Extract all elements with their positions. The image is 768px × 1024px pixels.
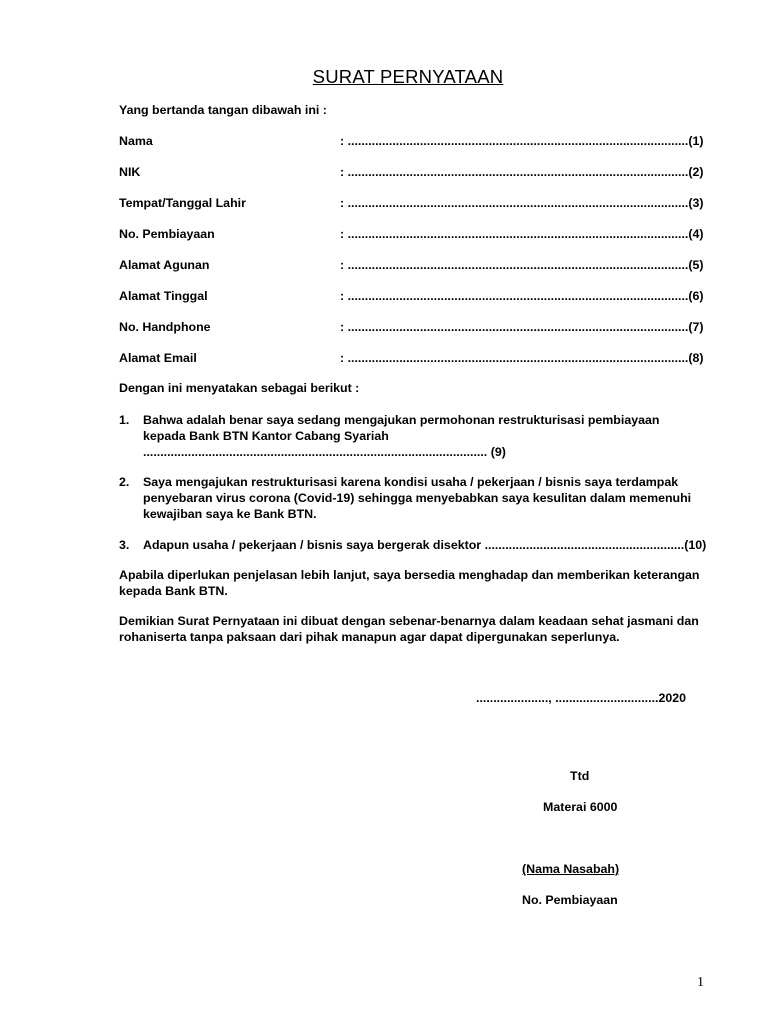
item-number: 1. <box>119 413 130 427</box>
field-label-alamat-email: Alamat Email <box>119 351 197 365</box>
item-1-line-2: kepada Bank BTN Kantor Cabang Syariah <box>143 429 389 443</box>
item-1-line-1: Bahwa adalah benar saya sedang mengajukan permohonan restrukturisasi pembiayaan <box>143 413 660 427</box>
place-date-line: ....................., ..............................2020 <box>476 691 687 705</box>
item-2-line-2: penyebaran virus corona (Covid-19) sehingga menyebabkan saya kesulitan dalam memenuhi <box>143 491 692 505</box>
field-blank-no-pembiayaan: : ...................................................................................................(4) <box>340 227 704 241</box>
signatory-name: (Nama Nasabah) <box>522 862 620 876</box>
item-2-line-1: Saya mengajukan restrukturisasi karena kondisi usaha / pekerjaan / bisnis saya terdampak <box>143 475 679 489</box>
field-label-no-pembiayaan: No. Pembiayaan <box>119 227 215 241</box>
paragraph-closing: Demikian Surat Pernyataan ini dibuat dengan sebenar-benarnya dalam keadaan sehat jasmani dan rohaniserta tanpa paksaan dari pihak manapun agar dapat dipergunakan seperlunya. <box>119 614 699 644</box>
field-blank-alamat-tinggal: : ...................................................................................................(6) <box>340 289 704 303</box>
item-3-line-1: Adapun usaha / pekerjaan / bisnis saya bergerak disektor ..........................................................(10) <box>143 538 707 552</box>
field-label-nama: Nama <box>119 134 153 148</box>
paragraph-clarification: Apabila diperlukan penjelasan lebih lanjut, saya bersedia menghadap dan memberikan keterangan kepada Bank BTN. <box>119 568 700 598</box>
declaration-intro: Dengan ini menyatakan sebagai berikut : <box>119 381 360 395</box>
ttd-label: Ttd <box>570 769 590 783</box>
field-blank-alamat-email: : ...................................................................................................(8) <box>340 351 704 365</box>
field-label-tempat-tanggal-lahir: Tempat/Tanggal Lahir <box>119 196 246 210</box>
intro-text: Yang bertanda tangan dibawah ini : <box>119 103 327 117</box>
field-label-alamat-agunan: Alamat Agunan <box>119 258 210 272</box>
materai-label: Materai 6000 <box>543 800 618 814</box>
field-blank-alamat-agunan: : ...................................................................................................(5) <box>340 258 704 272</box>
field-label-nik: NIK <box>119 165 141 179</box>
field-blank-nama: : ...................................................................................................(1) <box>340 134 704 148</box>
field-label-no-handphone: No. Handphone <box>119 320 211 334</box>
signatory-id-label: No. Pembiayaan <box>522 893 618 907</box>
field-blank-nik: : ...................................................................................................(2) <box>340 165 704 179</box>
item-number: 3. <box>119 538 130 552</box>
field-blank-no-handphone: : ...................................................................................................(7) <box>340 320 704 334</box>
item-number: 2. <box>119 475 130 489</box>
item-2-line-3: kewajiban saya ke Bank BTN. <box>143 507 317 521</box>
page-number: 1 <box>697 975 704 990</box>
field-label-alamat-tinggal: Alamat Tinggal <box>119 289 208 303</box>
field-blank-tempat-tanggal-lahir: : ...................................................................................................(3) <box>340 196 704 210</box>
document-title: SURAT PERNYATAAN <box>312 66 504 87</box>
item-1-line-3: .................................................................................................... (9) <box>143 445 506 459</box>
